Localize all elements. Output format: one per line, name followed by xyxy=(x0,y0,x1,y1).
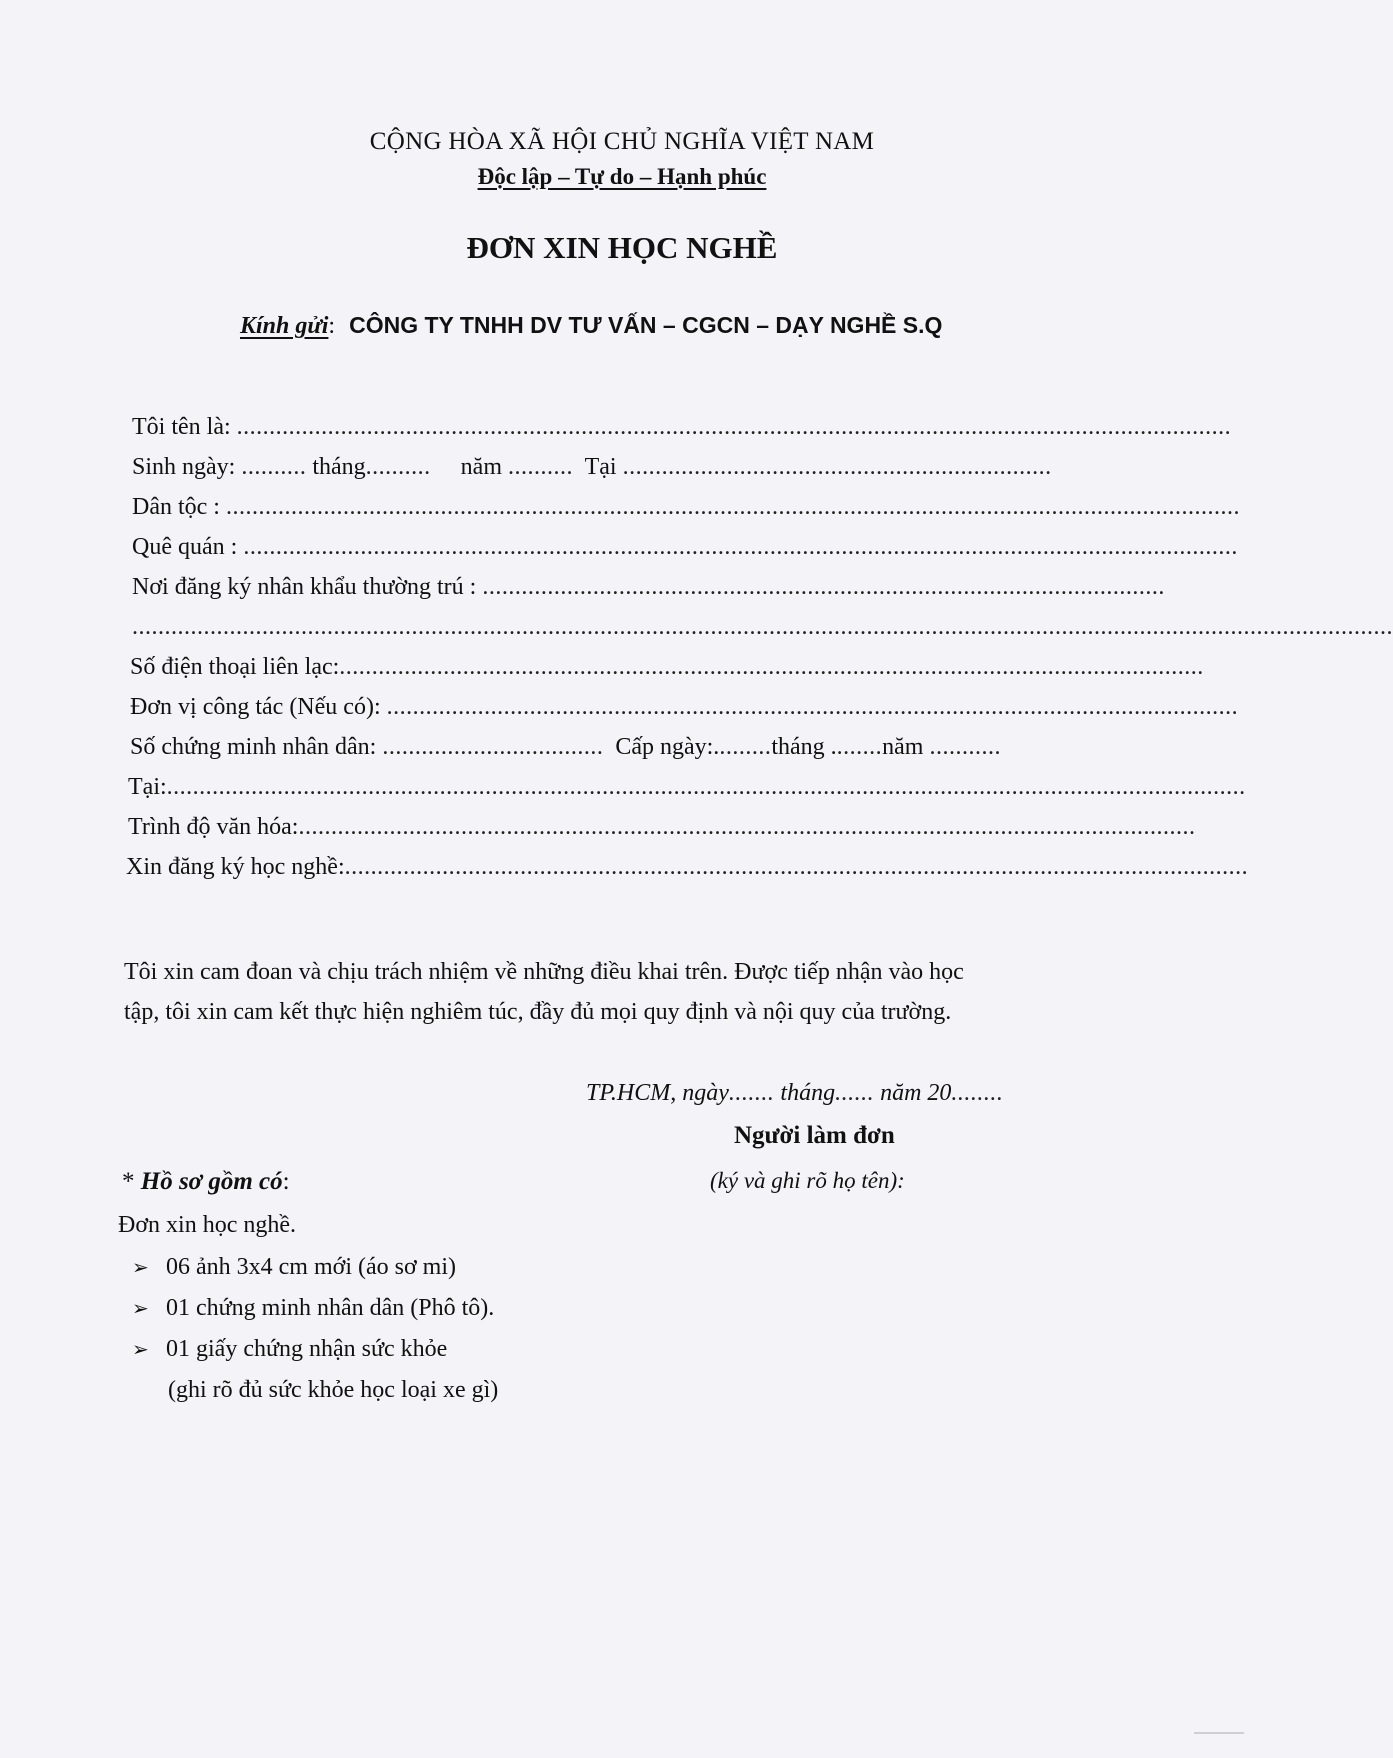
field-residence-continued[interactable] xyxy=(132,614,1393,644)
field-name-blank: ......................................................................................................................................................... xyxy=(236,414,1232,440)
documents-heading-colon: : xyxy=(282,1168,290,1195)
place-date-day-blank: ....... xyxy=(728,1080,775,1106)
documents-heading-text: Hồ sơ gồm có xyxy=(140,1168,283,1195)
signature-note: (ký và ghi rõ họ tên): xyxy=(710,1168,905,1193)
documents-item xyxy=(132,1295,494,1322)
field-id-place-blank: ...................................................................................................................................................................... xyxy=(166,774,1246,800)
national-motto xyxy=(0,164,1244,190)
documents-heading-star: * xyxy=(122,1168,141,1195)
documents-item-text: 06 ảnh 3x4 cm mới (áo sơ mi) xyxy=(166,1254,457,1280)
place-date-month: tháng xyxy=(780,1080,836,1106)
field-date-of-birth[interactable] xyxy=(132,454,1054,484)
field-id-issue-year-blank: ........... xyxy=(929,734,1001,760)
field-name[interactable] xyxy=(132,414,1232,444)
field-hometown-label: Quê quán : xyxy=(132,534,238,560)
field-course-blank: ........................................................................................................................................... xyxy=(344,854,1249,880)
field-education-blank: .......................................................................................................................................... xyxy=(298,814,1196,840)
form-title: ĐƠN XIN HỌC NGHỀ xyxy=(466,230,778,265)
field-course[interactable] xyxy=(126,854,1249,884)
national-title: CỘNG HÒA XÃ HỘI CHỦ NGHĨA VIỆT NAM xyxy=(369,128,875,155)
scan-edge-mark xyxy=(1194,1732,1244,1750)
arrow-bullet-icon: ➢ xyxy=(132,1255,149,1279)
field-residence-label: Nơi đăng ký nhân khẩu thường trú : xyxy=(132,574,477,600)
field-birthplace-blank: .................................................................. xyxy=(622,454,1052,480)
field-workplace-blank: ................................................................................................................................... xyxy=(386,694,1239,720)
field-id-place-label: Tại: xyxy=(128,774,167,800)
documents-item xyxy=(132,1254,456,1281)
documents-item-text: 01 giấy chứng nhận sức khỏe xyxy=(166,1336,448,1362)
field-id-issue-day-blank: ........ xyxy=(719,734,772,760)
arrow-bullet-icon: ➢ xyxy=(132,1296,149,1320)
documents-item xyxy=(132,1336,447,1363)
field-residence[interactable] xyxy=(132,574,1165,604)
field-id-card[interactable] xyxy=(130,734,1054,764)
field-name-label: Tôi tên là: xyxy=(132,414,231,440)
field-hometown[interactable] xyxy=(132,534,1238,564)
field-residence-blank: ......................................................................................................... xyxy=(482,574,1165,600)
recipient-organization: CÔNG TY TNHH DV TƯ VẤN – CGCN – DẠY NGHỀ S.Q xyxy=(349,312,943,338)
field-id-issue-year-label: năm xyxy=(882,734,924,760)
pledge-line-2: tập, tôi xin cam kết thực hiện nghiêm túc, đầy đủ mọi quy định và nội quy của trường. xyxy=(124,999,952,1025)
field-ethnicity[interactable] xyxy=(132,494,1240,524)
field-id-issue-month-blank: ....... xyxy=(836,734,883,760)
field-phone[interactable] xyxy=(130,654,1204,684)
place-date-year: năm 20 xyxy=(880,1080,952,1106)
field-workplace[interactable] xyxy=(130,694,1239,724)
field-dob-day-blank: .......... xyxy=(241,454,307,480)
field-id-place[interactable] xyxy=(128,774,1246,804)
field-id-issue-day-label: Cấp ngày:. xyxy=(615,734,720,760)
pledge-paragraph xyxy=(124,952,1124,1032)
field-course-label: Xin đăng ký học nghề: xyxy=(126,854,345,880)
field-dob-year-blank: .......... xyxy=(508,454,573,480)
place-date-city-day: TP.HCM, ngày xyxy=(586,1080,729,1106)
pledge-line-1: Tôi xin cam đoan và chịu trách nhiệm về những điều khai trên. Được tiếp nhận vào học xyxy=(124,959,964,985)
field-education-label: Trình độ văn hóa: xyxy=(128,814,299,840)
arrow-bullet-icon: ➢ xyxy=(132,1337,149,1361)
field-workplace-label: Đơn vị công tác (Nếu có): xyxy=(130,694,381,720)
place-date-month-blank: ...... xyxy=(835,1080,875,1106)
signer-title: Người làm đơn xyxy=(734,1122,895,1149)
documents-item-text: 01 chứng minh nhân dân (Phô tô). xyxy=(166,1295,495,1321)
documents-item-continuation: (ghi rõ đủ sức khỏe học loại xe gì) xyxy=(168,1377,499,1403)
field-birthplace-label: Tại xyxy=(584,454,617,480)
field-ethnicity-blank: ............................................................................................................................................................ xyxy=(225,494,1240,520)
place-and-date xyxy=(586,1080,1003,1107)
field-id-issue-month-label: tháng . xyxy=(771,734,837,760)
field-hometown-blank: ......................................................................................................................................................... xyxy=(243,534,1238,560)
field-residence-blank-line2: .................................................................................................................................................................................................. xyxy=(132,614,1393,640)
field-phone-blank: ..................................................................................................................................... xyxy=(339,654,1204,680)
field-dob-month-label: tháng xyxy=(312,454,366,480)
recipient-line xyxy=(240,312,942,340)
field-id-number-blank: .................................. xyxy=(382,734,604,760)
field-phone-label: Số điện thoại liên lạc: xyxy=(130,654,340,680)
field-id-number-label: Số chứng minh nhân dân: xyxy=(130,734,377,760)
place-date-year-blank: ........ xyxy=(951,1080,1004,1106)
documents-application-form: Đơn xin học nghề. xyxy=(118,1212,296,1238)
recipient-label: Kính gửi xyxy=(240,313,329,339)
field-education[interactable] xyxy=(128,814,1196,844)
field-dob-year-label: năm xyxy=(460,454,502,480)
motto-text: Độc lập – Tự do – Hạnh phúc xyxy=(477,164,767,189)
field-ethnicity-label: Dân tộc : xyxy=(132,494,220,520)
documents-heading xyxy=(122,1168,290,1196)
field-dob-month-blank: .......... xyxy=(365,454,431,480)
field-dob-day-label: Sinh ngày: xyxy=(132,454,236,480)
recipient-colon: : xyxy=(328,313,336,339)
